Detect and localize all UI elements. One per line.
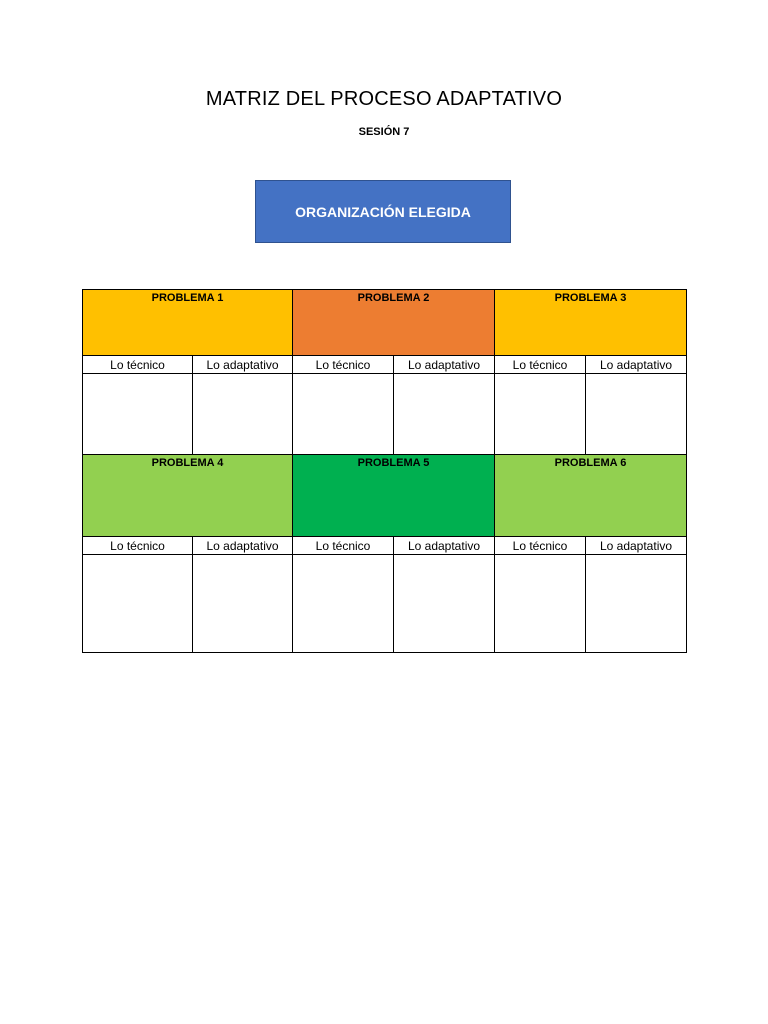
empty-entry-cell (193, 374, 293, 455)
technical-column-header: Lo técnico (293, 537, 394, 555)
empty-entry-cell (293, 555, 394, 653)
empty-entry-cell (586, 555, 687, 653)
session-label: SESIÓN 7 (358, 126, 410, 138)
empty-entry-cell (193, 555, 293, 653)
technical-column-header: Lo técnico (83, 356, 193, 374)
empty-entry-cell (495, 374, 586, 455)
empty-entry-cell (293, 374, 394, 455)
adaptive-process-matrix (82, 289, 687, 653)
technical-column-header: Lo técnico (495, 537, 586, 555)
problem-5-header: PROBLEMA 5 (293, 455, 495, 537)
technical-column-header: Lo técnico (293, 356, 394, 374)
empty-entry-cell (83, 555, 193, 653)
technical-column-header: Lo técnico (83, 537, 193, 555)
empty-entry-cell (495, 555, 586, 653)
problem-6-header: PROBLEMA 6 (495, 455, 687, 537)
problem-4-header: PROBLEMA 4 (83, 455, 293, 537)
organization-box: ORGANIZACIÓN ELEGIDA (255, 180, 511, 243)
empty-entry-cell (394, 374, 495, 455)
adaptive-column-header: Lo adaptativo (394, 537, 495, 555)
problem-3-header: PROBLEMA 3 (495, 290, 687, 356)
empty-entry-cell (394, 555, 495, 653)
problem-2-header: PROBLEMA 2 (293, 290, 495, 356)
adaptive-column-header: Lo adaptativo (394, 356, 495, 374)
adaptive-column-header: Lo adaptativo (586, 537, 687, 555)
adaptive-column-header: Lo adaptativo (193, 356, 293, 374)
technical-column-header: Lo técnico (495, 356, 586, 374)
problem-1-header: PROBLEMA 1 (83, 290, 293, 356)
empty-entry-cell (586, 374, 687, 455)
empty-entry-cell (83, 374, 193, 455)
adaptive-column-header: Lo adaptativo (193, 537, 293, 555)
page-title: MATRIZ DEL PROCESO ADAPTATIVO (205, 88, 563, 110)
adaptive-column-header: Lo adaptativo (586, 356, 687, 374)
